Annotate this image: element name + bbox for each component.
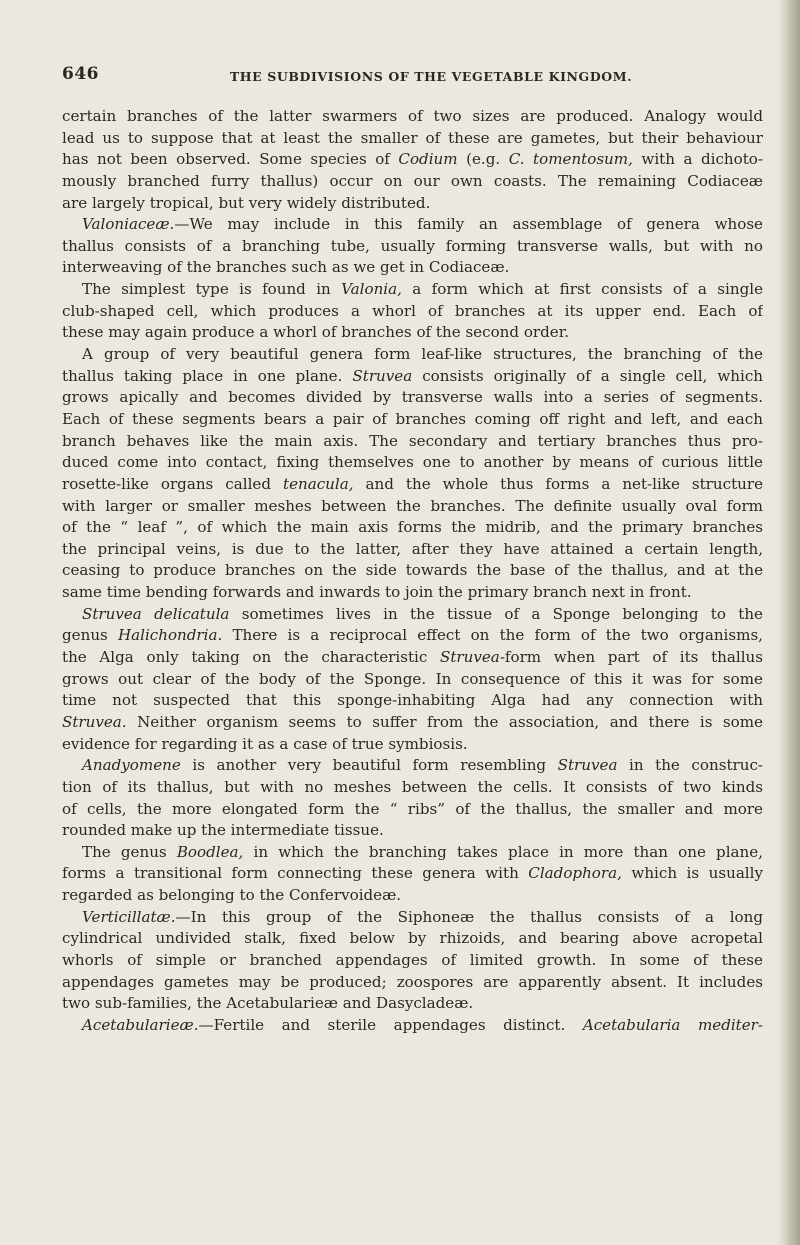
text-run: are largely tropical, but very widely distributed.	[62, 193, 431, 212]
text-line	[62, 301, 763, 323]
italic-term: Valonia,	[341, 280, 402, 299]
text-run: the principal veins, is due to the latter, after they have attained a certain length,	[62, 539, 763, 558]
text-line	[62, 344, 763, 366]
text-run: evidence for regarding it as a case of true symbiosis.	[62, 734, 468, 753]
text-run: which is usually	[621, 864, 763, 883]
text-run: grows apically and becomes divided by transverse walls into a series of segments.	[62, 388, 763, 407]
text-line	[62, 149, 763, 171]
text-run: of the “ leaf ”, of which the main axis forms the midrib, and the primary branches	[62, 518, 763, 537]
text-run: whorls of simple or branched appendages of limited growth. In some of these	[62, 950, 763, 969]
text-line	[62, 712, 763, 734]
text-line	[62, 993, 763, 1015]
text-line	[62, 193, 763, 215]
text-run: with a dichoto-	[632, 150, 763, 169]
text-line	[62, 820, 763, 842]
page-header	[62, 66, 762, 86]
text-line	[62, 539, 763, 561]
text-run: A group of very beautiful genera form leaf-like structures, the branching of the	[82, 345, 763, 364]
text-line	[62, 604, 763, 626]
text-line	[62, 106, 763, 128]
italic-term: Acetabularia mediter-	[582, 1015, 763, 1034]
text-line	[62, 690, 763, 712]
text-line	[62, 474, 763, 496]
text-run: There is a reciprocal effect on the form of the two organisms,	[222, 626, 763, 645]
text-line	[62, 907, 763, 929]
text-run: certain branches of the latter swarmers of two sizes are produced. Analogy would	[62, 107, 763, 125]
text-run: ceasing to produce branches on the side towards the base of the thallus, and at the	[62, 561, 763, 580]
text-line	[62, 171, 763, 193]
text-run: mously branched furry thallus) occur on our own coasts. The remaining Codiaceæ	[62, 171, 763, 190]
text-line	[62, 409, 763, 431]
text-line	[62, 257, 763, 279]
text-run: same time bending forwards and inwards to join the primary branch next in front.	[62, 583, 692, 602]
text-line	[62, 972, 763, 994]
italic-term: Boodlea,	[176, 842, 244, 861]
text-line	[62, 560, 763, 582]
text-line	[62, 647, 763, 669]
body-text	[62, 106, 763, 1037]
text-run: rosette-like organs called	[62, 474, 284, 493]
text-run: Neither organism seems to suffer from the association, and there is some	[126, 712, 763, 731]
text-line	[62, 928, 763, 950]
text-line	[62, 777, 763, 799]
italic-term: C. tomentosum,	[508, 150, 633, 169]
text-line	[62, 582, 763, 604]
text-run: appendages gametes may be produced; zoospores are apparently absent. It includes	[62, 972, 763, 991]
italic-term: Codium	[398, 150, 458, 169]
text-line	[62, 496, 763, 518]
text-line	[62, 842, 763, 864]
italic-term: Anadyomene	[82, 756, 181, 775]
text-run: Each of these segments bears a pair of branches coming off right and left, and each	[62, 409, 763, 428]
italic-term: Struvea	[440, 648, 500, 667]
italic-term: Verticillatæ.	[82, 907, 176, 926]
italic-term: Struvea delicatula	[82, 604, 230, 623]
text-run: grows out clear of the body of the Sponge. In consequence of this it was for some	[62, 669, 763, 688]
text-line	[62, 387, 763, 409]
text-run: The simplest type is found in	[82, 280, 342, 299]
text-line	[62, 885, 763, 907]
text-line	[62, 1015, 763, 1037]
text-run: (e.g.	[457, 150, 509, 169]
text-run: The genus	[82, 842, 177, 861]
text-run: duced come into contact, fixing themselves one to another by means of curious little	[62, 453, 763, 472]
text-run: a form which at first consists of a single	[401, 280, 763, 299]
text-run: time not suspected that this sponge-inhabiting Alga had any connection with	[62, 691, 763, 710]
text-run: regarded as belonging to the Confervoideæ.	[62, 886, 402, 905]
italic-term: tenacula,	[283, 474, 354, 493]
running-title: THE SUBDIVISIONS OF THE VEGETABLE KINGDOM.	[229, 69, 633, 84]
text-run: these may again produce a whorl of branches of the second order.	[62, 323, 570, 342]
text-run: and the whole thus forms a net-like structure	[353, 474, 763, 493]
text-line	[62, 755, 763, 777]
text-run: sometimes lives in the tissue of a Sponge belonging to the	[229, 604, 763, 623]
italic-term: Valoniaceæ.	[82, 215, 175, 234]
text-run: branch behaves like the main axis. The secondary and tertiary branches thus pro-	[62, 431, 763, 450]
text-run: cylindrical undivided stalk, fixed below by rhizoids, and bearing above acropetal	[62, 929, 763, 948]
text-line	[62, 625, 763, 647]
page-number: 646	[62, 64, 99, 84]
text-line	[62, 950, 763, 972]
text-line	[62, 279, 763, 301]
text-run: —We may include in this family an assemblage of genera whose	[174, 215, 763, 234]
text-run: thallus taking place in one plane.	[62, 366, 353, 385]
text-line	[62, 128, 763, 150]
text-run: in the construc-	[617, 756, 763, 775]
italic-term: Struvea.	[62, 712, 127, 731]
text-run: consists originally of a single cell, which	[412, 366, 763, 385]
text-run: is another very beautiful form resembling	[180, 756, 558, 775]
text-run: in which the branching takes place in more than one plane,	[243, 842, 763, 861]
text-run: the Alga only taking on the characteristic	[62, 648, 440, 667]
italic-term: Cladophora,	[528, 864, 622, 883]
text-line	[62, 517, 763, 539]
text-run: interweaving of the branches such as we get in Codiaceæ.	[62, 258, 510, 277]
text-line	[62, 214, 763, 236]
text-line	[62, 322, 763, 344]
text-line	[62, 734, 763, 756]
text-run: with larger or smaller meshes between the branches. The definite usually oval form	[62, 496, 763, 515]
page-edge	[778, 0, 800, 1245]
text-run: has not been observed. Some species of	[62, 150, 399, 169]
text-run: -form when part of its thallus	[499, 648, 763, 667]
text-line	[62, 452, 763, 474]
text-run: thallus consists of a branching tube, usually forming transverse walls, but with no	[62, 236, 763, 255]
text-line	[62, 431, 763, 453]
italic-term: Halichondria.	[117, 626, 223, 645]
text-run: rounded make up the intermediate tissue.	[62, 821, 384, 840]
italic-term: Struvea	[352, 366, 413, 385]
text-run: —In this group of the Siphoneæ the thallus consists of a long	[175, 907, 763, 926]
text-line	[62, 669, 763, 691]
text-run: lead us to suppose that at least the smaller of these are gametes, but their behaviour	[62, 128, 763, 147]
text-run: genus	[62, 626, 118, 645]
text-line	[62, 863, 763, 885]
text-run: two sub-families, the Acetabularieæ and Dasycladeæ.	[62, 994, 474, 1013]
text-run: club-shaped cell, which produces a whorl of branches at its upper end. Each of	[62, 301, 763, 320]
text-run: of cells, the more elongated form the “ ribs” of the thallus, the smaller and more	[62, 799, 763, 818]
text-line	[62, 236, 763, 258]
text-line	[62, 799, 763, 821]
text-run: —Fertile and sterile appendages distinct.	[198, 1015, 583, 1034]
text-run: forms a transitional form connecting these genera with	[62, 864, 529, 883]
italic-term: Struvea	[557, 756, 618, 775]
text-run: tion of its thallus, but with no meshes between the cells. It consists of two kinds	[62, 777, 763, 796]
italic-term: Acetabularieæ.	[82, 1015, 199, 1034]
text-line	[62, 366, 763, 388]
